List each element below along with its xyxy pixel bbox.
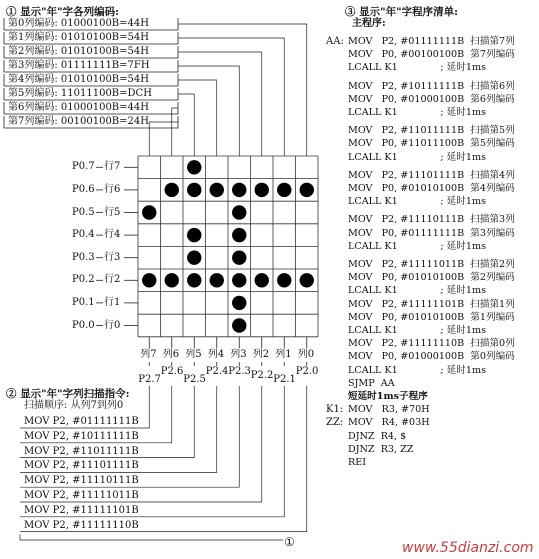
col-port-label: P2.4 — [205, 366, 229, 377]
col-name-label: 列4 — [207, 349, 225, 360]
row-port-label: P0.3 — [72, 251, 95, 263]
led-dot — [300, 183, 314, 197]
section3-subtitle: 主程序: — [352, 18, 386, 29]
column-code-row: 第2列编码: 01010100B=54H — [8, 46, 149, 57]
code-row-box — [4, 60, 178, 72]
asm-line: MOV P2, #11111110B 扫描第0列 — [348, 338, 515, 350]
row-port-label: P0.2 — [72, 274, 95, 286]
code-leader-line — [178, 66, 239, 156]
asm-line: DJNZ R3, ZZ — [348, 443, 414, 455]
asm-line: LCALL K1 ; 延时1ms — [348, 151, 486, 163]
led-dot — [232, 183, 246, 197]
asm-line: MOV P0, #01111111B 第3列编码 — [348, 227, 515, 239]
col-port-label: P2.6 — [160, 366, 184, 377]
led-dot — [232, 318, 246, 332]
asm-line: LCALL K1 ; 延时1ms — [348, 364, 486, 376]
scan-instruction-row: MOV P2, #11111110B — [24, 519, 139, 531]
led-dot — [142, 205, 156, 219]
led-dot — [255, 273, 269, 287]
led-dot — [187, 251, 201, 265]
col-name-label: 列6 — [162, 349, 180, 360]
section2-subtitle: 扫描顺序: 从列7到列0 — [24, 400, 124, 411]
row-name-label: 行1 — [104, 296, 121, 308]
col-name-label: 列2 — [252, 349, 270, 360]
led-dot — [232, 228, 246, 242]
row-port-label: P0.1 — [72, 296, 95, 308]
code-row-box — [4, 102, 178, 114]
scan-instruction-row: MOV P2, #11011111B — [24, 445, 139, 457]
asm-line: LCALL K1 ; 延时1ms — [348, 285, 486, 297]
col-name-label: 列5 — [185, 349, 202, 360]
column-code-row: 第0列编码: 01000100B=44H — [8, 18, 149, 29]
row-name-label: 行5 — [104, 206, 121, 218]
scan-instruction-row: MOV P2, #11111101B — [24, 504, 139, 516]
watermark: www.55dianzi.com — [402, 540, 534, 556]
row-name-label: 行6 — [104, 183, 121, 195]
col-port-label: P2.0 — [295, 366, 319, 377]
asm-line: MOV R3, #70H — [348, 404, 430, 416]
scan-instruction-row: MOV P2, #10111111B — [24, 430, 139, 442]
col-port-label: P2.5 — [183, 374, 206, 385]
asm-line: MOV P2, #11011111B 扫描第5列 — [348, 125, 515, 137]
column-code-row: 第4列编码: 01010100B=54H — [8, 74, 149, 85]
code-row-box — [4, 88, 178, 100]
asm-line: MOV P2, #11101111B 扫描第4列 — [348, 169, 515, 181]
row-name-label: 行0 — [104, 319, 121, 331]
column-code-row: 第1列编码: 01010100B=54H — [8, 32, 149, 43]
code-leader-line — [172, 108, 178, 156]
asm-line: REI — [348, 457, 367, 468]
code-leader-line — [178, 94, 194, 156]
led-dot — [187, 228, 201, 242]
col-name-label: 列1 — [275, 349, 292, 360]
row-port-label: P0.4 — [72, 229, 95, 241]
code-leader-line — [149, 122, 178, 156]
led-dot — [210, 273, 224, 287]
asm-line: MOV P2, #10111111B 扫描第6列 — [348, 80, 515, 92]
led-dot — [142, 273, 156, 287]
row-port-label: P0.6 — [72, 183, 95, 195]
asm-line: MOV P0, #01000100B 第6列编码 — [348, 93, 515, 105]
row-port-label: P0.7 — [72, 161, 95, 173]
asm-line: LCALL K1 ; 延时1ms — [348, 62, 486, 74]
row-name-label: 行7 — [104, 161, 121, 173]
asm-line: LCALL K1 ; 延时1ms — [348, 107, 486, 118]
asm-line: DJNZ R4, $ — [348, 430, 407, 442]
asm-line: MOV P0, #11011100B 第5列编码 — [348, 138, 515, 150]
code-row-box — [4, 46, 178, 58]
code-row-box — [4, 74, 178, 86]
section3-title: ③ 显示"年"字程序清单: — [345, 6, 458, 18]
asm-line: LCALL K1 ; 延时1ms — [348, 240, 486, 252]
col-name-label: 列3 — [230, 349, 247, 360]
asm-line: MOV P2, #11111101B 扫描第1列 — [348, 298, 515, 310]
led-dot — [165, 273, 179, 287]
col-port-label: P2.7 — [138, 374, 161, 385]
asm-line: LCALL K1 ; 延时1ms — [348, 325, 486, 336]
scan-bottom-line — [20, 534, 283, 540]
asm-line: MOV P2, #11111011B 扫描第2列 — [348, 259, 515, 270]
col-name-label: 列0 — [297, 349, 315, 360]
led-dot — [277, 183, 291, 197]
asm-line: MOV P0, #00100100B 第7列编码 — [348, 49, 515, 61]
section2-title: ② 显示"年"字列扫描指令: — [6, 388, 130, 400]
code-row-box — [4, 18, 178, 30]
led-dot — [187, 160, 201, 174]
column-code-row: 第5列编码: 11011100B=DCH — [8, 88, 152, 99]
asm-line: MOV P2, #01111111B 扫描第7列 — [348, 36, 515, 47]
column-code-row: 第7列编码: 00100100B=24H — [8, 116, 149, 127]
led-dot — [232, 205, 246, 219]
led-dot — [210, 183, 224, 197]
led-dot — [232, 296, 246, 310]
led-dot — [187, 273, 201, 287]
code-leader-line — [178, 52, 262, 156]
led-dot — [187, 183, 201, 197]
circle-label: ① — [284, 535, 295, 549]
asm-line: MOV P0, #01010100B 第1列编码 — [348, 311, 515, 323]
row-port-label: P0.0 — [72, 319, 95, 331]
code-leader-line — [178, 80, 217, 156]
asm-line: MOV P2, #11110111B 扫描第3列 — [348, 214, 515, 226]
row-name-label: 行3 — [104, 251, 121, 263]
asm-line: LCALL K1 ; 延时1ms — [348, 196, 486, 208]
code-leader-line — [178, 24, 307, 156]
asm-label: K1: — [326, 404, 344, 416]
led-dot — [300, 273, 314, 287]
col-port-label: P2.3 — [228, 366, 251, 377]
row-port-label: P0.5 — [72, 206, 95, 218]
col-name-label: 列7 — [140, 349, 157, 360]
asm-line: MOV P0, #01010100B 第2列编码 — [348, 272, 515, 284]
row-name-label: 行2 — [104, 274, 121, 286]
scan-instruction-row: MOV P2, #11101111B — [24, 460, 139, 472]
led-dot — [165, 183, 179, 197]
asm-label: AA: — [326, 36, 344, 47]
col-port-label: P2.1 — [273, 374, 296, 385]
asm-line: SJMP AA — [348, 377, 395, 389]
asm-line: 短延时1ms子程序 — [348, 391, 428, 402]
scan-instruction-row: MOV P2, #11111011B — [24, 490, 139, 501]
code-row-box — [4, 32, 178, 44]
section1-title: ① 显示"年"字各列编码: — [6, 6, 119, 18]
led-dot — [232, 273, 246, 287]
asm-line: MOV P0, #01010100B 第4列编码 — [348, 183, 515, 194]
scan-instruction-row: MOV P2, #11110111B — [24, 475, 139, 487]
column-code-row: 第6列编码: 01000100B=44H — [8, 102, 149, 113]
scan-instruction-row: MOV P2, #01111111B — [24, 416, 139, 427]
asm-line: MOV P0, #01000100B 第0列编码 — [348, 351, 515, 363]
column-code-row: 第3列编码: 01111111B=7FH — [8, 60, 150, 71]
asm-label: ZZ: — [326, 417, 344, 429]
asm-line: MOV R4, #03H — [348, 417, 430, 429]
led-dot — [232, 251, 246, 265]
led-dot — [277, 273, 291, 287]
col-port-label: P2.2 — [250, 370, 274, 381]
led-dot — [255, 183, 269, 197]
row-name-label: 行4 — [104, 229, 121, 241]
